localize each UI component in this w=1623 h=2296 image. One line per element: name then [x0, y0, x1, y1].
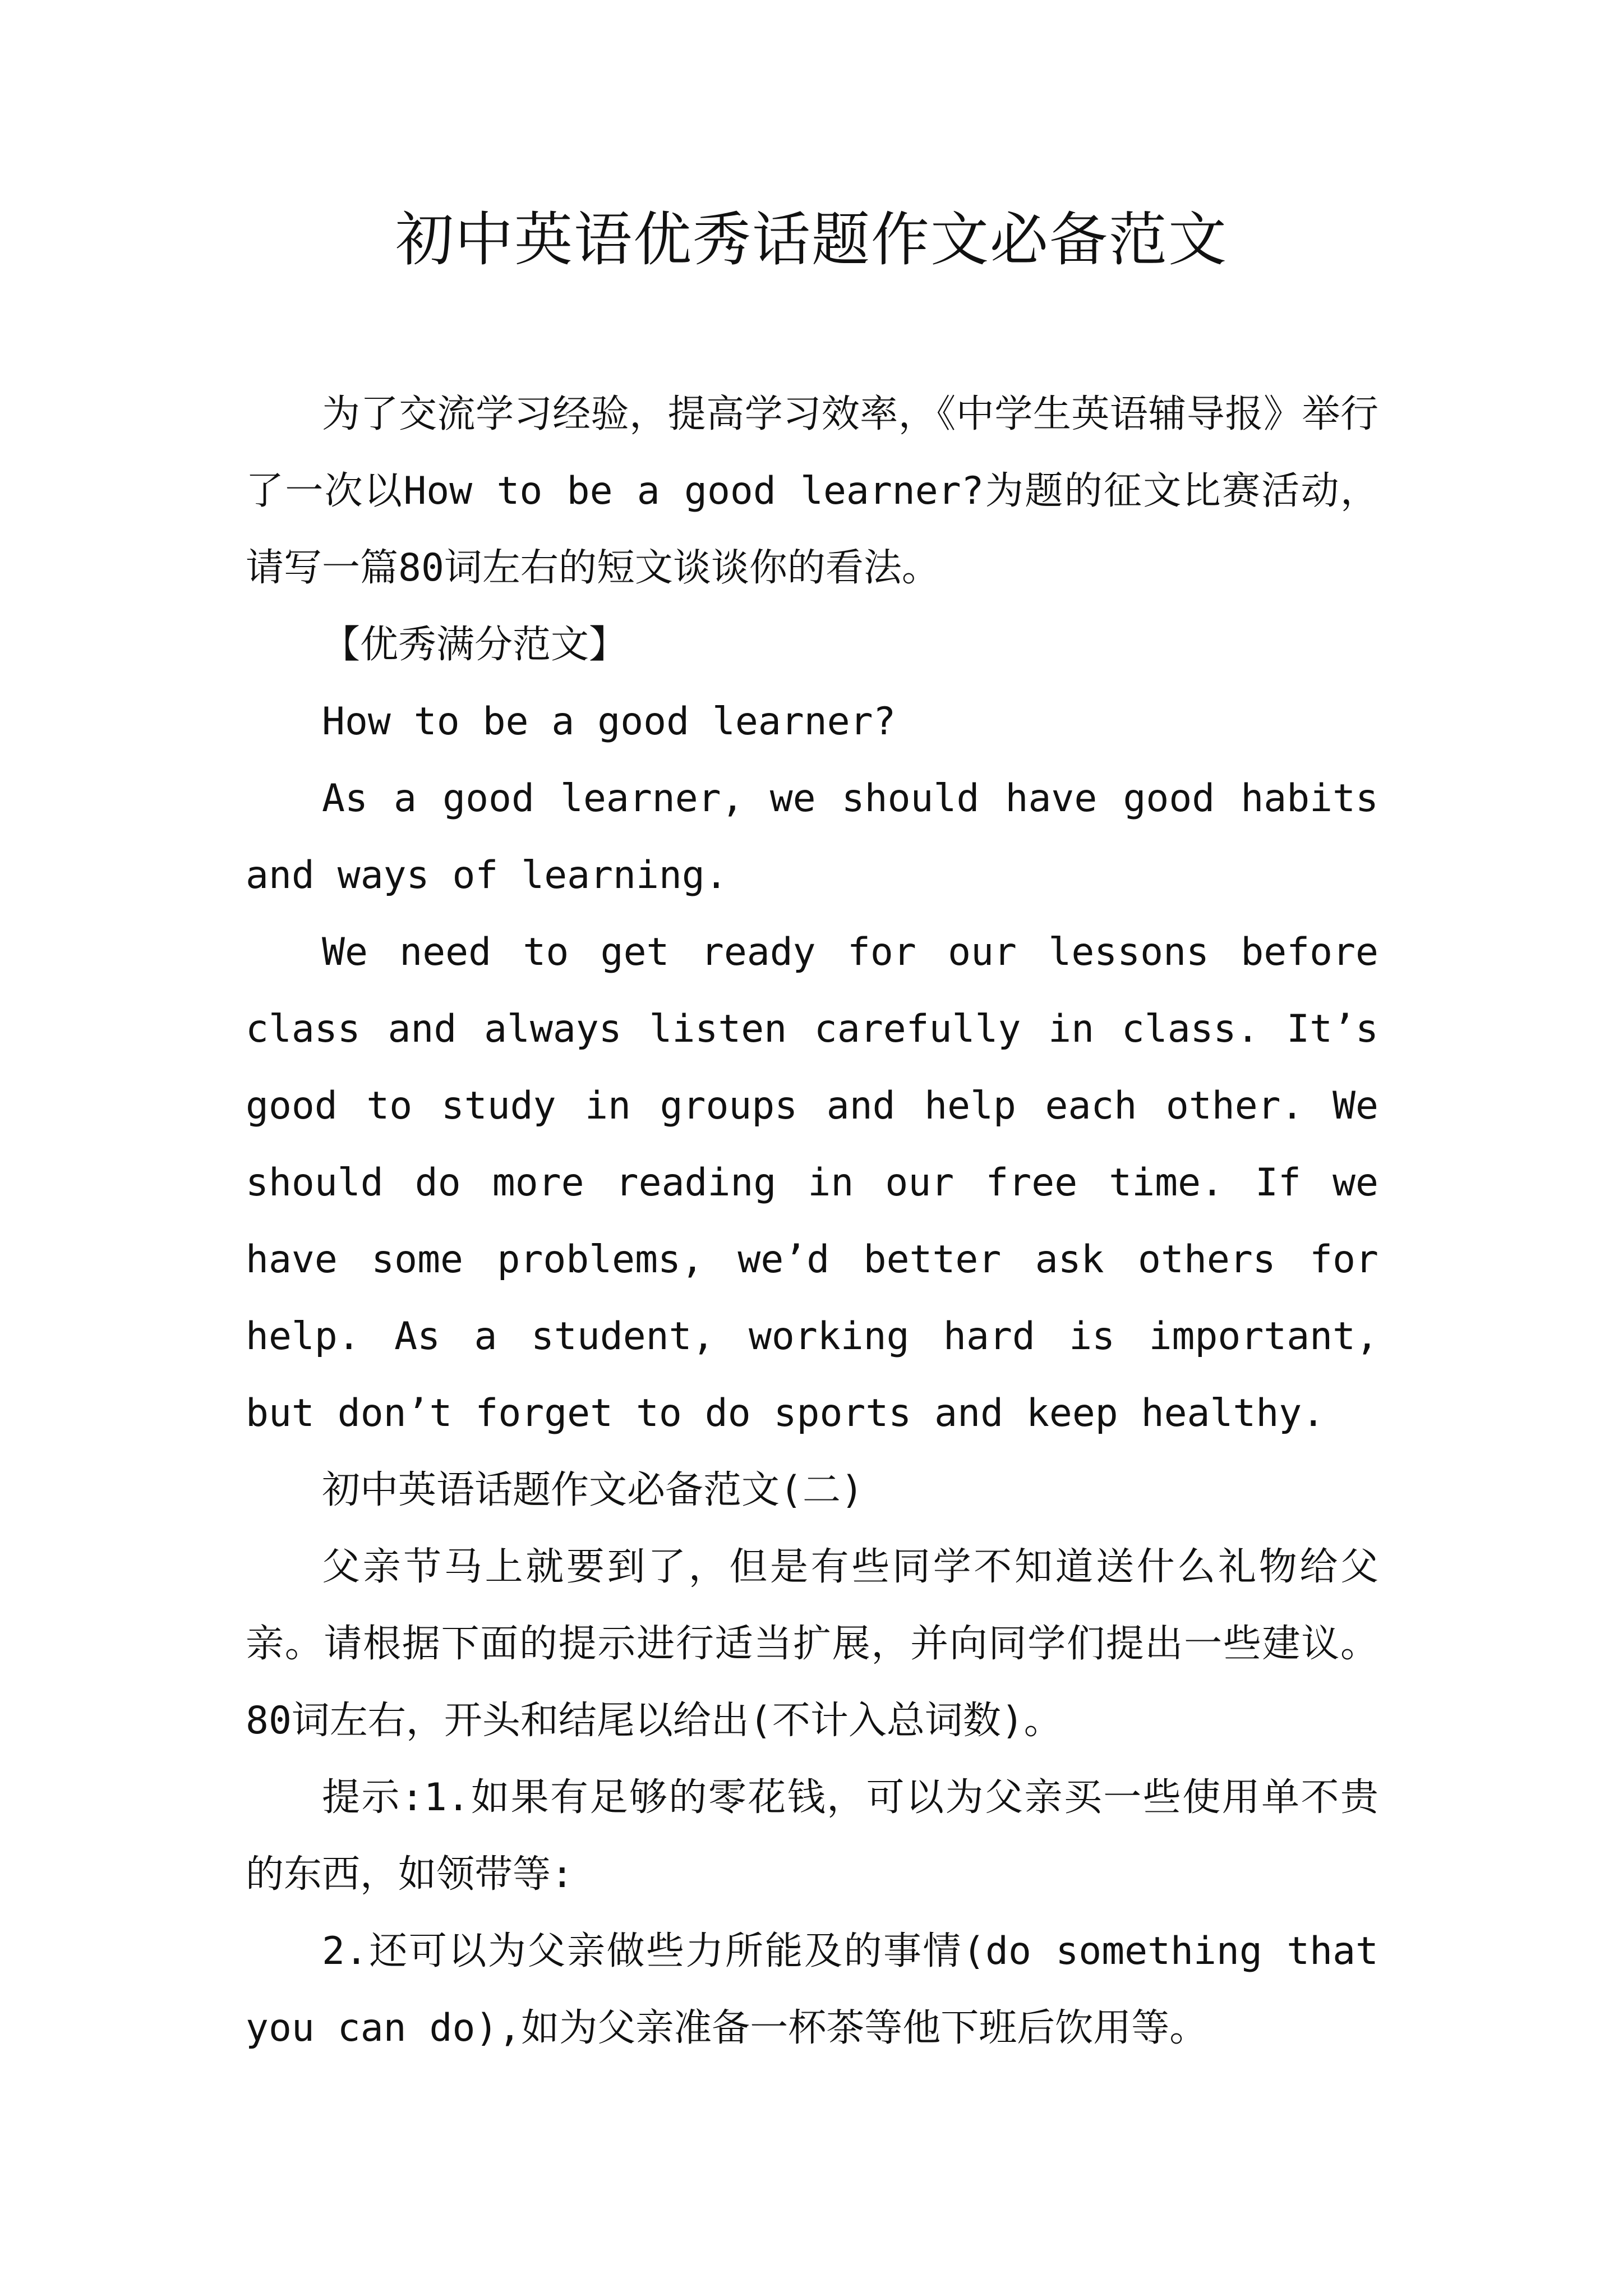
- section-heading: 初中英语话题作文必备范文(二): [322, 1468, 864, 1512]
- essay-title: How to be a good learner?: [322, 700, 896, 744]
- document-body: [246, 376, 1378, 2067]
- sample-essay-label: 【优秀满分范文】: [322, 623, 628, 667]
- hint-paragraph: 提示:1.如果有足够的零花钱，可以为父亲买一些使用单不贵的东西，如领带等:: [246, 1775, 1378, 1897]
- prompt-paragraph: 父亲节马上就要到了，但是有些同学不知道送什么礼物给父亲。请根据下面的提示进行适当扩展，并向同学们提出一些建议。80词左右，开头和结尾以给出(不计入总词数)。: [246, 1545, 1378, 1743]
- essay-paragraph: As a good learner, we should have good habits and ways of learning.: [246, 776, 1378, 898]
- hint-paragraph: 2.还可以为父亲做些力所能及的事情(do something that you can do),如为父亲准备一杯茶等他下班后饮用等。: [246, 1929, 1378, 2050]
- prompt-paragraph: 为了交流学习经验，提高学习效率，《中学生英语辅导报》举行了一次以How to be a good learner?为题的征文比赛活动，请写一篇80词左右的短文谈谈你的看法。: [246, 392, 1378, 590]
- document-title: 初中英语优秀话题作文必备范文: [395, 205, 1228, 274]
- essay-paragraph: We need to get ready for our lessons before class and always listen carefully in class. It’s good to study in groups and help each other. We should do more reading in our free time. If we have some problems, we’d better ask others for help. As a student, working hard is important, but don’t forget to do sports and keep healthy.: [246, 930, 1378, 1435]
